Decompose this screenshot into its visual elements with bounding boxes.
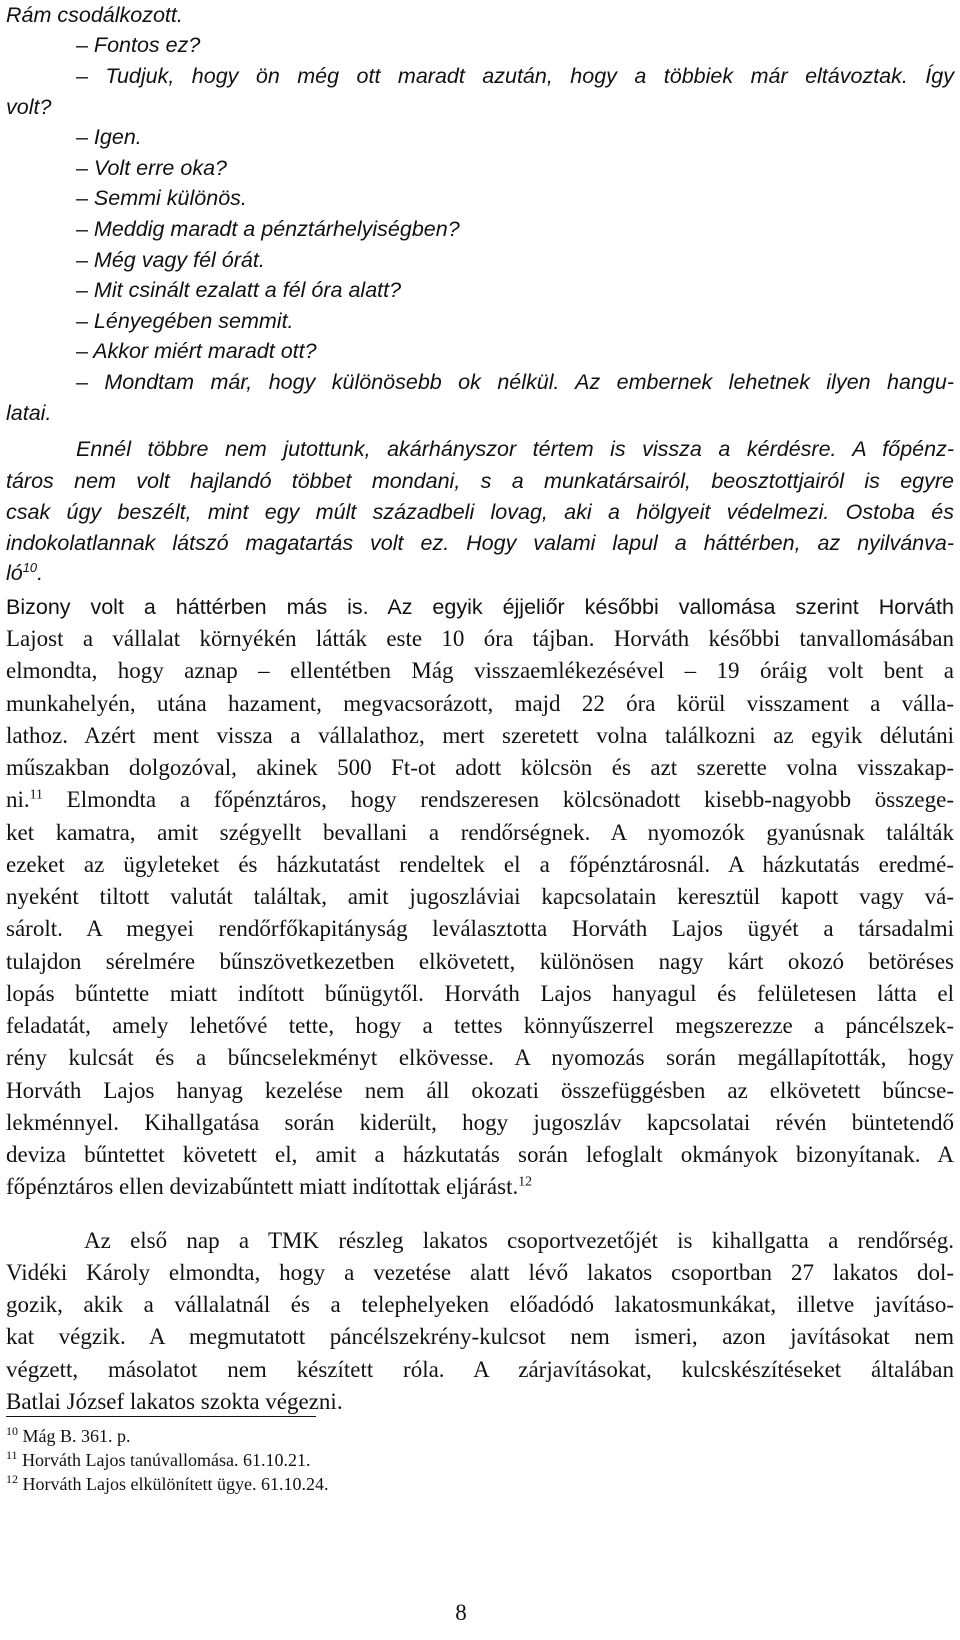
dialogue-line: volt? [6,95,52,119]
text-line: táros nem volt hajlandó többet mondani, s a munkatársairól, beosztottjairól is egyre [6,469,954,493]
footnote-ref: 12 [518,1173,533,1189]
dialogue-line: – Semmi különös. [76,186,247,210]
text-line: Batlai József lakatos szokta végezni. [6,1389,343,1414]
text-line: ket kamatra, amit szégyellt bevallani a rendőrségnek. A nyomozók gyanúsnak találták [6,820,954,845]
text-fragment: főpénztáros ellen devizabűntett miatt indítottak eljárást. [6,1174,519,1199]
text-line: tulajdon sérelmére bűnszövetkezetben elkövetett, különösen nagy kárt okozó betöréses [6,949,954,974]
footnote-separator [6,1416,316,1417]
text-line: Horváth Lajos hanyag kezelése nem áll okozati összefüggésben az elkövetett bűncse- [6,1078,954,1103]
text-fragment: . [37,561,44,585]
page-number: 8 [455,1600,467,1625]
text-fragment: ló [6,561,23,585]
text-line: Bizony volt a háttérben más is. Az egyik éjjeliőr későbbi vallomása szerint Horváth [6,595,954,619]
text-line: munkahelyén, utána hazament, megvacsorázott, majd 22 óra körül visszament a válla- [6,691,954,716]
text-line: ezeket az ügyleteket és házkutatást rendeltek el a főpénztárosnál. A házkutatás eredmé- [6,852,954,877]
text-line [6,785,954,815]
text-fragment: Elmondta a főpénztáros, hogy rendszeresen kölcsönadott kisebb-nagyobb összege- [42,787,954,812]
dialogue-line: Rám csodálkozott. [6,3,183,27]
footnote-number: 11 [6,1448,18,1462]
text-line [6,558,43,588]
dialogue-line: – Még vagy fél órát. [76,248,265,272]
dialogue-line: latai. [6,401,52,425]
dialogue-line: – Meddig maradt a pénztárhelyiségben? [76,217,460,241]
text-line: elmondta, hogy aznap – ellentétben Mág visszaemlékezésével – 19 óráig volt bent a [6,658,954,683]
text-line: Az első nap a TMK részleg lakatos csoportvezetőjét is kihallgatta a rendőrség. [84,1228,954,1253]
footnote [6,1450,311,1470]
text-line: feladatát, amely lehetővé tette, hogy a tettes könnyűszerrel megszerezze a páncélszek- [6,1013,954,1038]
footnote-number: 10 [6,1424,18,1438]
text-line: deviza bűntettet követett el, amit a házkutatás során lefoglalt okmányok bizonyítanak. A [6,1142,954,1167]
footnote [6,1426,131,1446]
text-line: csak úgy beszélt, mint egy múlt századbeli lovag, aki a hölgyeit védelmezi. Ostoba és [6,500,954,524]
text-line: Lajost a vállalat környékén látták este 10 óra tájban. Horváth későbbi tanvallomásában [6,626,954,651]
text-line: lopás bűntette miatt indított bűnügytől. Horváth Lajos hanyagul és felületesen látta el [6,981,954,1006]
text-line: rény kulcsát és a bűncselekményt elkövesse. A nyomozás során megállapították, hogy [6,1045,954,1070]
dialogue-line: – Fontos ez? [76,33,201,57]
dialogue-line: – Akkor miért maradt ott? [76,339,317,363]
dialogue-line: – Volt erre oka? [76,156,227,180]
dialogue-line: – Tudjuk, hogy ön még ott maradt azután, hogy a többiek már eltávoztak. Így [76,64,954,88]
footnote [6,1474,328,1494]
text-line: nyeként tiltott valutát találtak, amit jugoszláviai kapcsolatain keresztül kapott vagy vá- [6,884,954,909]
text-line: gozik, akik a vállalatnál és a telephelyeken előadódó lakatosmunkákat, illetve javításo- [6,1292,954,1317]
text-fragment: ni. [6,787,30,812]
footnote-text: Mág B. 361. p. [22,1426,131,1446]
footnote-ref: 11 [29,786,43,802]
dialogue-line: – Mit csinált ezalatt a fél óra alatt? [76,278,402,302]
text-line: műszakban dolgozóval, akinek 500 Ft-ot adott kölcsön és azt szerette volna visszakap- [6,755,954,780]
footnote-text: Horváth Lajos tanúvallomása. 61.10.21. [22,1450,311,1470]
text-line: sárolt. A megyei rendőrfőkapitányság leválasztotta Horváth Lajos ügyét a társadalmi [6,916,954,941]
text-line: lekménnyel. Kihallgatása során kiderült, hogy jugoszláv kapcsolatai révén büntetendő [6,1110,954,1135]
text-line [6,1172,532,1202]
dialogue-line: – Lényegében semmit. [76,309,294,333]
text-line: kat végzik. A megmutatott páncélszekrény-kulcsot nem ismeri, azon javításokat nem [6,1324,954,1349]
text-line: indokolatlannak látszó magatartás volt ez. Hogy valami lapul a háttérben, az nyilvánva- [6,531,954,555]
footnote-text: Horváth Lajos elkülönített ügye. 61.10.24. [22,1474,329,1494]
footnote-number: 12 [6,1472,18,1486]
footnote-ref: 10 [22,559,38,575]
text-line: végzett, másolatot nem készített róla. A zárjavításokat, kulcskészítéseket általában [6,1357,954,1382]
text-line: Ennél többre nem jutottunk, akárhányszor tértem is vissza a kérdésre. A főpénz- [76,437,954,461]
text-line: Vidéki Károly elmondta, hogy a vezetése alatt lévő lakatos csoportban 27 lakatos dol- [6,1260,954,1285]
dialogue-line: – Igen. [76,125,142,149]
dialogue-line: – Mondtam már, hogy különösebb ok nélkül. Az embernek lehetnek ilyen hangu- [76,370,954,394]
text-line: lathoz. Azért ment vissza a vállalathoz, mert szeretett volna találkozni az egyik délutáni [6,723,954,748]
